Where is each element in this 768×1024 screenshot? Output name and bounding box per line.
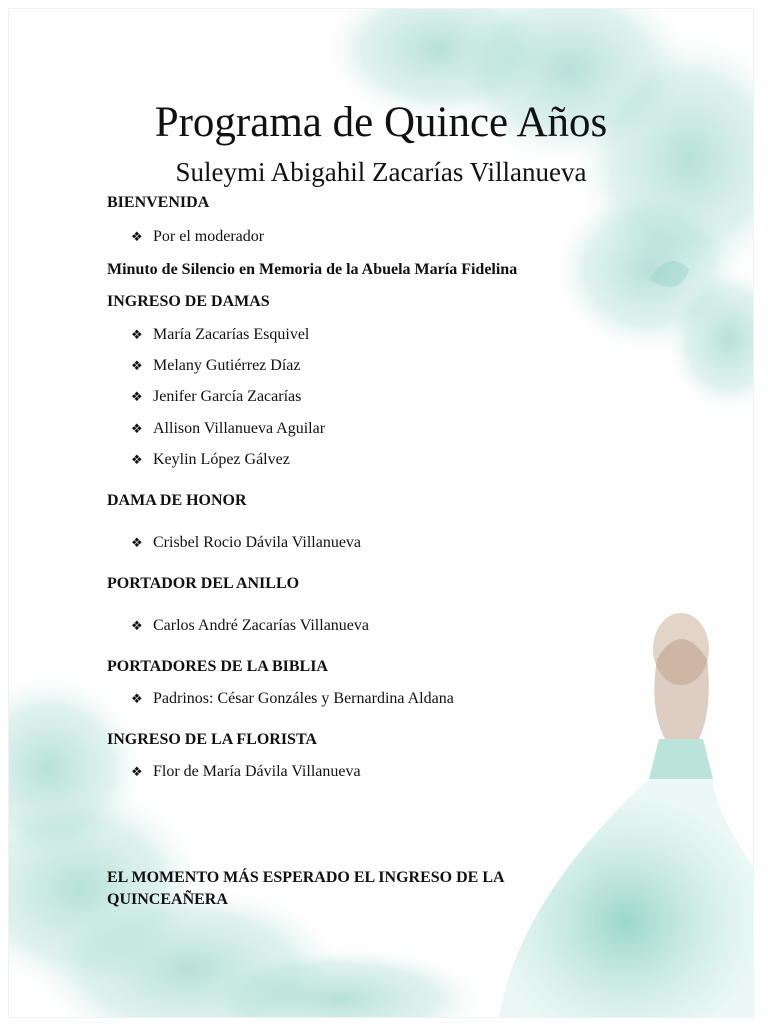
heading-minuto-silencio: Minuto de Silencio en Memoria de la Abuela María Fidelina <box>107 261 518 278</box>
list-item: ❖ Keylin López Gálvez <box>131 450 290 471</box>
list-item: ❖ Melany Gutiérrez Díaz <box>131 356 300 377</box>
heading-portador-anillo: PORTADOR DEL ANILLO <box>107 575 300 592</box>
heading-ingreso-damas: INGRESO DE DAMAS <box>107 293 270 310</box>
diamond-bullet-icon: ❖ <box>131 328 143 343</box>
diamond-bullet-icon: ❖ <box>131 422 143 437</box>
diamond-bullet-icon: ❖ <box>131 230 143 245</box>
heading-ingreso-quinceanera: EL MOMENTO MÁS ESPERADO EL INGRESO DE LA QUINCEAÑERA <box>107 869 504 908</box>
list-item: ❖ Jenifer García Zacarías <box>131 387 301 408</box>
heading-dama-honor: DAMA DE HONOR <box>107 492 247 509</box>
celebrant-name: Suleymi Abigahil Zacarías Villanueva <box>175 157 587 187</box>
page-title: Programa de Quince Años <box>154 99 608 146</box>
heading-ingreso-florista: INGRESO DE LA FLORISTA <box>107 731 317 748</box>
diamond-bullet-icon: ❖ <box>131 619 143 634</box>
list-item: ❖ Carlos André Zacarías Villanueva <box>131 616 369 637</box>
list-item: ❖ Por el moderador <box>131 227 264 248</box>
document-page <box>8 8 754 1018</box>
diamond-bullet-icon: ❖ <box>131 536 143 551</box>
heading-bienvenida: BIENVENIDA <box>107 194 210 211</box>
list-item: ❖ Allison Villanueva Aguilar <box>131 419 325 440</box>
diamond-bullet-icon: ❖ <box>131 359 143 374</box>
list-item: ❖ María Zacarías Esquivel <box>131 325 309 346</box>
list-item: ❖ Crisbel Rocio Dávila Villanueva <box>131 533 361 554</box>
program-content <box>9 9 753 1017</box>
diamond-bullet-icon: ❖ <box>131 692 143 707</box>
diamond-bullet-icon: ❖ <box>131 453 143 468</box>
heading-portadores-biblia: PORTADORES DE LA BIBLIA <box>107 658 328 675</box>
diamond-bullet-icon: ❖ <box>131 765 143 780</box>
diamond-bullet-icon: ❖ <box>131 390 143 405</box>
list-item: ❖ Flor de María Dávila Villanueva <box>131 762 361 783</box>
list-item: ❖ Padrinos: César Gonzáles y Bernardina Aldana <box>131 689 454 710</box>
